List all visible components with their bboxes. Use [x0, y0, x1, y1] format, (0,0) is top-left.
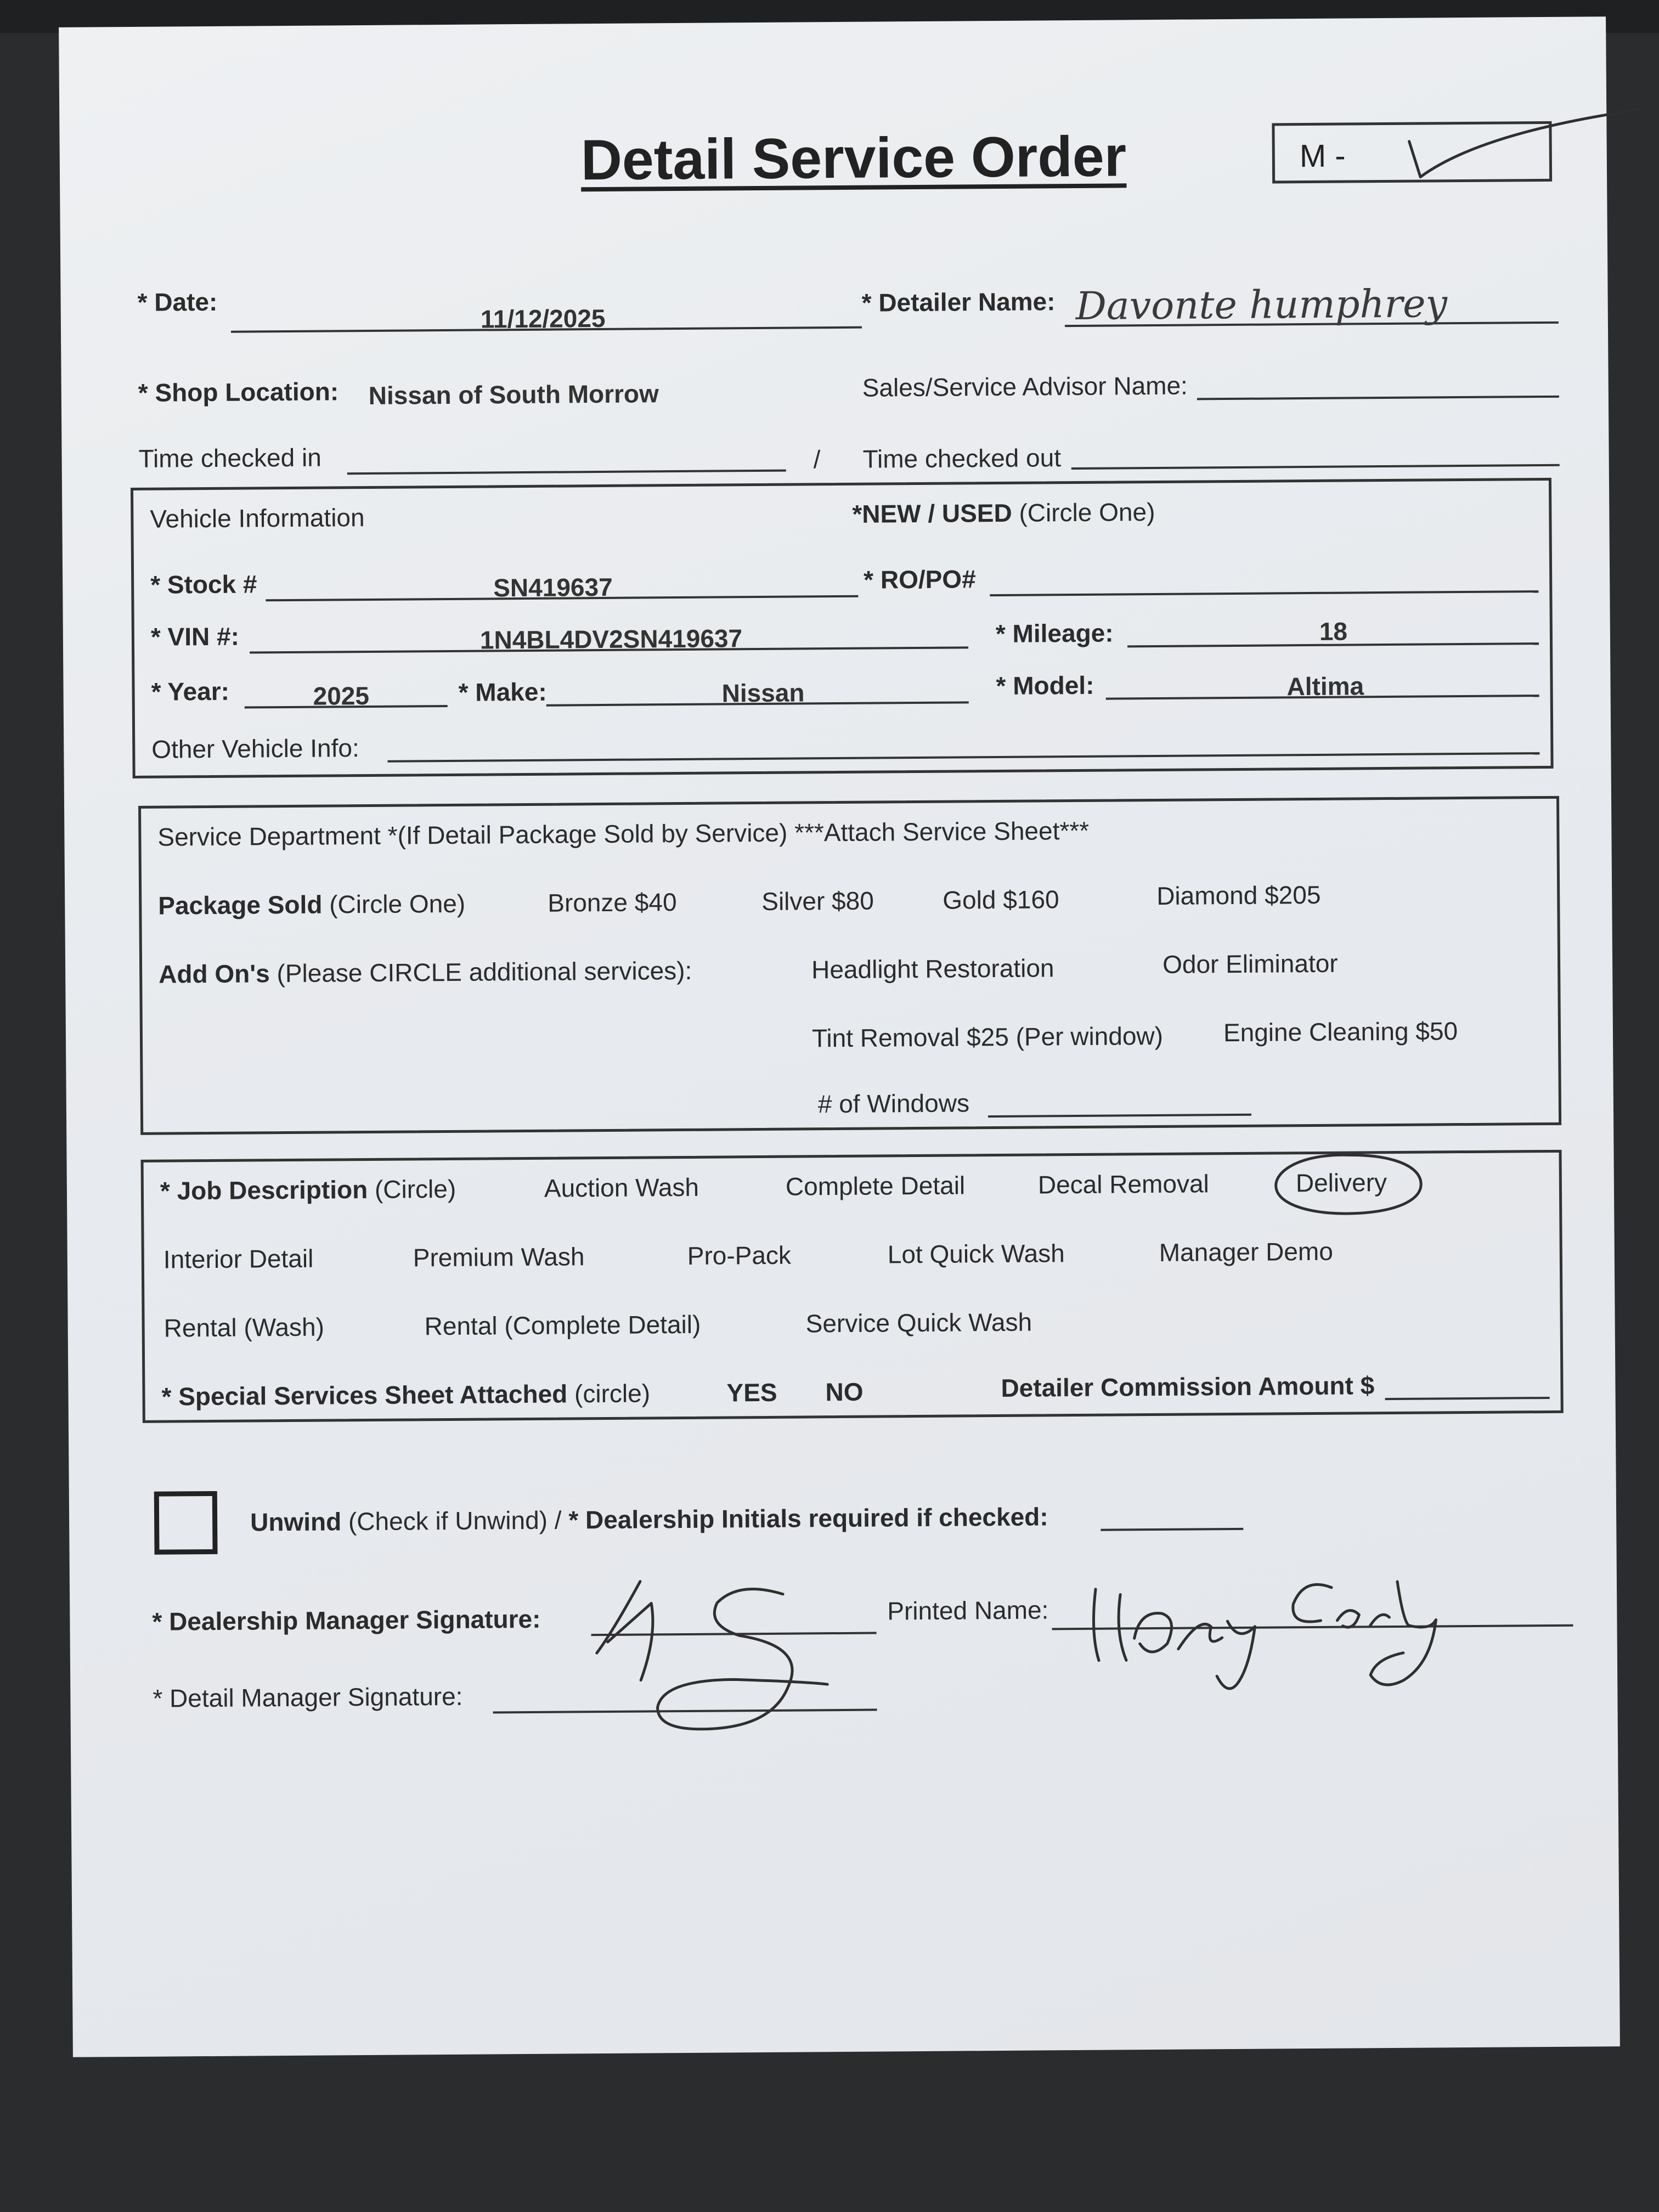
detail-manager-signature-label: * Detail Manager Signature:	[153, 1681, 463, 1713]
printed-name-signature-mark	[1074, 1554, 1448, 1699]
special-services-yes[interactable]: YES	[726, 1378, 777, 1407]
job-manager-demo[interactable]: Manager Demo	[1159, 1237, 1333, 1267]
vin-label: * VIN #:	[150, 622, 240, 651]
job-premium-wash[interactable]: Premium Wash	[413, 1242, 585, 1272]
job-lot-quick-wash[interactable]: Lot Quick Wash	[887, 1239, 1065, 1269]
job-rental-complete-detail[interactable]: Rental (Complete Detail)	[424, 1310, 701, 1341]
addon-odor-eliminator[interactable]: Odor Eliminator	[1162, 949, 1338, 979]
ro-po-label: * RO/PO#	[864, 565, 976, 594]
job-complete-detail[interactable]: Complete Detail	[785, 1171, 966, 1201]
time-in-label: Time checked in	[138, 443, 322, 473]
other-vehicle-info-label: Other Vehicle Info:	[151, 733, 359, 764]
vin-value: 1N4BL4DV2SN419637	[479, 624, 743, 654]
windows-count-label: # of Windows	[817, 1088, 970, 1119]
package-gold[interactable]: Gold $160	[943, 885, 1059, 915]
job-description-label	[160, 1174, 456, 1206]
unwind-note: (Check if Unwind) /	[348, 1505, 562, 1536]
mileage-value: 18	[1319, 617, 1348, 646]
printed-name-label: Printed Name:	[887, 1595, 1049, 1626]
unwind-bold: Unwind	[250, 1507, 342, 1537]
time-separator: /	[813, 445, 821, 474]
special-services-bold: * Special Services Sheet Attached	[161, 1379, 568, 1411]
stock-value: SN419637	[493, 572, 613, 602]
new-used-note: (Circle One)	[1019, 497, 1155, 527]
time-in-line[interactable]	[347, 470, 786, 475]
delivery-circle-mark	[1268, 1148, 1427, 1221]
dealer-manager-signature-label: * Dealership Manager Signature:	[152, 1604, 541, 1636]
new-used-field[interactable]	[852, 497, 1155, 529]
service-header: Service Department *(If Detail Package Sold by Service) ***Attach Service Sheet***	[157, 816, 1090, 851]
m-box-label: M -	[1299, 138, 1346, 174]
job-service-quick-wash[interactable]: Service Quick Wash	[805, 1307, 1032, 1338]
detailer-name-value: Davonte humphrey	[1075, 281, 1448, 329]
stock-label: * Stock #	[150, 569, 257, 599]
time-out-label: Time checked out	[862, 443, 1062, 473]
check-mark-icon	[1398, 87, 1659, 199]
package-diamond[interactable]: Diamond $205	[1156, 880, 1321, 910]
year-label: * Year:	[151, 676, 230, 706]
date-value: 11/12/2025	[480, 303, 606, 334]
mileage-label: * Mileage:	[995, 618, 1114, 648]
dealership-initials-line[interactable]	[1101, 1528, 1243, 1531]
job-rental-wash[interactable]: Rental (Wash)	[163, 1312, 325, 1342]
package-silver[interactable]: Silver $80	[761, 886, 874, 916]
addon-headlight-restoration[interactable]: Headlight Restoration	[811, 953, 1054, 984]
package-bronze[interactable]: Bronze $40	[548, 888, 677, 917]
make-value: Nissan	[721, 678, 805, 708]
advisor-name-line[interactable]	[1197, 396, 1559, 400]
vehicle-info-label: Vehicle Information	[150, 503, 365, 533]
job-auction-wash[interactable]: Auction Wash	[544, 1172, 699, 1203]
package-sold-label	[158, 889, 465, 921]
job-pro-pack[interactable]: Pro-Pack	[687, 1240, 792, 1270]
new-used-label: *NEW / USED	[852, 498, 1012, 528]
shop-location-label: * Shop Location:	[138, 377, 339, 407]
package-sold-note: (Circle One)	[329, 889, 466, 919]
shop-location-value: Nissan of South Morrow	[368, 379, 659, 410]
dealership-initials-label: * Dealership Initials required if checked:	[568, 1502, 1048, 1534]
addons-label	[159, 956, 692, 989]
unwind-checkbox[interactable]	[154, 1491, 218, 1555]
job-delivery[interactable]: Delivery	[1295, 1168, 1387, 1198]
addon-tint-removal[interactable]: Tint Removal $25 (Per window)	[811, 1021, 1164, 1053]
special-services-no[interactable]: NO	[825, 1377, 864, 1407]
addons-bold: Add On's	[158, 959, 270, 989]
model-value: Altima	[1286, 672, 1364, 701]
unwind-label	[250, 1502, 1048, 1537]
commission-label: Detailer Commission Amount $	[1001, 1371, 1375, 1402]
advisor-name-label: Sales/Service Advisor Name:	[862, 371, 1188, 402]
job-decal-removal[interactable]: Decal Removal	[1037, 1169, 1209, 1199]
package-sold-bold: Package Sold	[158, 890, 323, 920]
detailer-name-label: * Detailer Name:	[861, 287, 1056, 317]
model-label: * Model:	[996, 670, 1094, 700]
addon-engine-cleaning[interactable]: Engine Cleaning $50	[1223, 1017, 1458, 1047]
time-out-line[interactable]	[1071, 464, 1560, 470]
service-order-paper	[59, 16, 1620, 2057]
special-services-note: (circle)	[574, 1379, 651, 1408]
make-label: * Make:	[458, 677, 547, 707]
job-interior-detail[interactable]: Interior Detail	[163, 1244, 314, 1274]
job-description-note: (Circle)	[374, 1174, 456, 1204]
year-value: 2025	[313, 681, 370, 710]
special-services-label	[161, 1378, 650, 1411]
date-label: * Date:	[137, 287, 218, 317]
addons-note: (Please CIRCLE additional services):	[276, 956, 692, 988]
form-title: Detail Service Order	[580, 125, 1127, 193]
job-description-bold: * Job Description	[160, 1175, 368, 1205]
